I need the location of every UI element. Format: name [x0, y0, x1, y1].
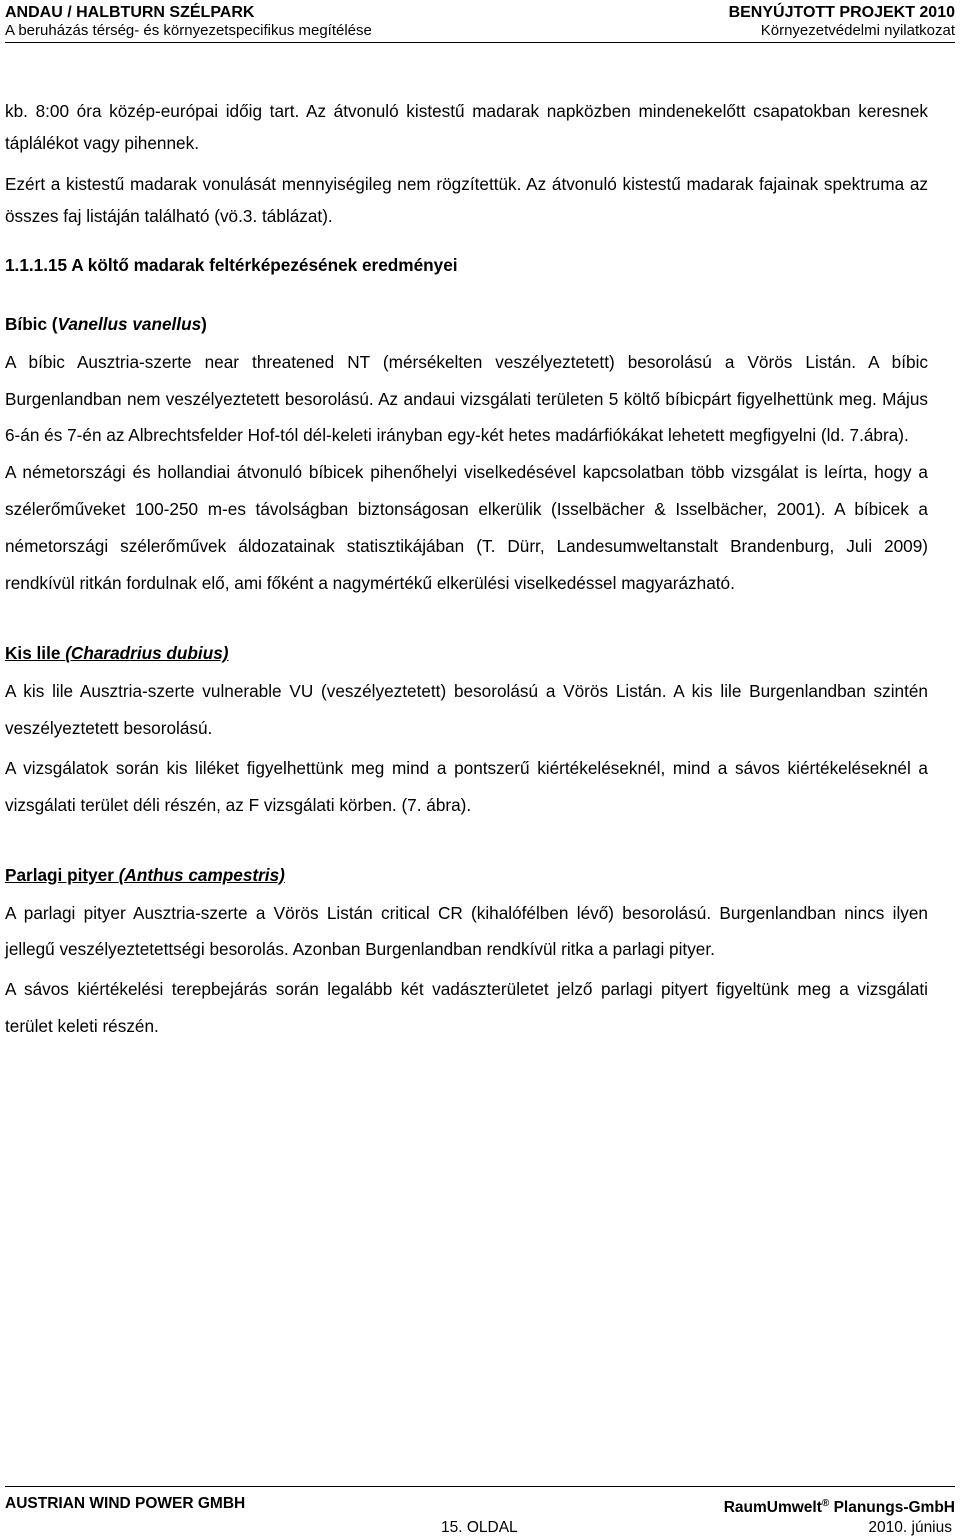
- paragraph-kis-lile-status: A kis lile Ausztria-szerte vulnerable VU (veszélyeztetett) besorolású a Vörös Listán. A kis lile Burgenlandban szintén veszélyeztetett besorolású.: [5, 681, 928, 739]
- species-heading-kis-lile-latin: (Charadrius dubius): [65, 643, 229, 664]
- species-heading-bibic-name: Bíbic (: [5, 313, 58, 334]
- paragraph-bibic-avoidance: A németországi és hollandiai átvonuló bíbicek pihenőhelyi viselkedésével kapcsolatban több vizsgálat is leírta, hogy a szélerőműveket 100-250 m-es távolságban biztonságosan elkerülik (Isselbächer & Isselbächer, 2001). A bíbicek a németországi szélerőművek áldozatainak statisztikájában (T. Dürr, Landesumweltanstalt Brandenburg, Juli 2009) rendkívül ritkán fordulnak elő, ami főként a nagymértékű elkerülési viselkedéssel magyarázható.: [5, 462, 928, 593]
- paragraph-small-birds: Ezért a kistestű madarak vonulását mennyiségileg nem rögzítettük. Az átvonuló kistestű madarak fajainak spektruma az összes faj listáján található (vö.3. táblázat).: [5, 174, 928, 227]
- footer-company-right-suffix: Planungs-GmbH: [829, 1499, 955, 1517]
- paragraph-bibic-status: A bíbic Ausztria-szerte near threatened NT (mérsékelten veszélyeztetett) besorolású a Vörös Listán. A bíbic Burgenlandban nem veszélyeztetett besorolású. Az andaui vizsgálati területen 5 költő bíbicpárt figyelhettünk meg. Május 6-án és 7-én az Albrechtsfelder Hof-tól dél-keleti irányban egy-két hetes madárfiókákat lehetett megfigyelni (ld. 7.ábra).: [5, 351, 928, 446]
- footer-company-left: AUSTRIAN WIND POWER GMBH: [5, 1495, 246, 1512]
- paragraph-kis-lile-observations: A vizsgálatok során kis liléket figyelhettünk meg mind a pontszerű kiértékeléseknél, mind a sávos kiértékeléseknél a vizsgálati terület déli részén, az F vizsgálati körben. (7. ábra).: [5, 757, 928, 815]
- header-document-type: Környezetvédelmi nyilatkozat: [760, 22, 955, 39]
- page-footer: [5, 1486, 955, 1537]
- section-heading: 1.1.1.15 A költő madarak feltérképezésének eredményei: [5, 254, 458, 275]
- species-heading-kis-lile-name: Kis lile: [5, 643, 66, 664]
- paragraph-migration-time: kb. 8:00 óra közép-európai időig tart. Az átvonuló kistestű madarak napközben mindenekelőtt csapatokban keresnek táplálékot vagy pihennek.: [5, 101, 928, 153]
- footer-company-row: [5, 1495, 955, 1517]
- page-header: [5, 0, 955, 43]
- species-heading-bibic-close: ): [201, 313, 207, 334]
- footer-company-right-name: RaumUmwelt: [723, 1499, 822, 1517]
- footer-meta-row: [5, 1519, 955, 1537]
- paragraph-parlagi-pityer-status: A parlagi pityer Ausztria-szerte a Vörös Listán critical CR (kihalófélben lévő) besorolású. Burgenlandban nincs ilyen jellegű veszélyeztetettségi besorolás. Azonban Burgenlandban rendkívül ritka a parlagi pityer.: [5, 902, 928, 960]
- header-chapter-subtitle: A beruházás térség- és környezetspecifikus megítélése: [5, 22, 372, 39]
- footer-date: 2010. június: [868, 1519, 952, 1537]
- header-project-title: ANDAU / HALBTURN SZÉLPARK: [5, 4, 255, 21]
- species-heading-parlagi-pityer: [5, 864, 928, 886]
- header-subtitle-row: [5, 22, 955, 40]
- species-heading-bibic-latin: Vanellus vanellus: [57, 313, 202, 334]
- header-title-row: [5, 4, 955, 22]
- species-heading-bibic: [5, 313, 928, 335]
- page-body: [5, 96, 928, 1045]
- registered-mark: ®: [821, 1498, 830, 1509]
- header-submission-title: BENYÚJTOTT PROJEKT 2010: [728, 4, 955, 21]
- species-heading-parlagi-pityer-name: Parlagi pityer: [5, 864, 119, 885]
- footer-company-right: [724, 1495, 955, 1517]
- page-number: 15. OLDAL: [441, 1519, 518, 1537]
- paragraph-parlagi-pityer-observations: A sávos kiértékelési terepbejárás során legalább két vadászterületet jelző parlagi pityert figyeltünk meg a vizsgálati terület keleti részén.: [5, 979, 928, 1036]
- species-heading-parlagi-pityer-latin: (Anthus campestris): [118, 864, 285, 885]
- species-heading-kis-lile: [5, 642, 928, 664]
